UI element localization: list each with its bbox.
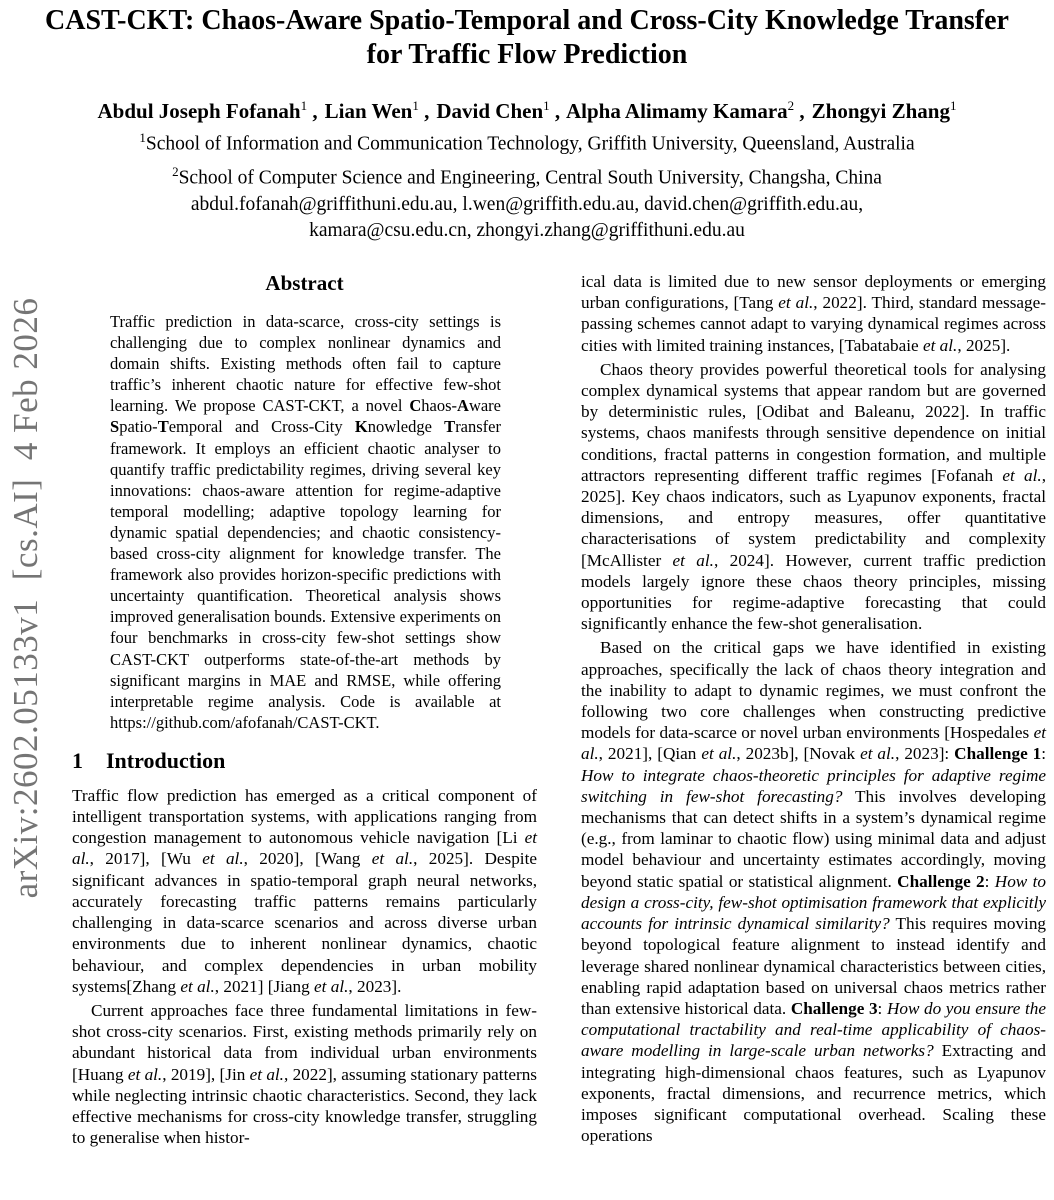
left-column — [72, 271, 537, 1148]
affiliation-1: $^1$School of Information and Communication Technology, Griffith University, Queensland, Australia — [139, 130, 915, 155]
section-number: 1 — [72, 747, 83, 773]
intro-paragraph-1: Traffic flow prediction has emerged as a critical component of intelligent transportation systems, with applications ranging from congestion management to autonomous vehicle navigation [Li et al., 2017], [Wu et al., 2020], [Wang et al., 2025]. Despite significant advances in spatio-temporal graph neural networks, accurately forecasting traffic patterns remains particularly challenging in data-scarce scenarios and across diverse urban environments due to inherent nonlinear dynamics, chaotic behaviour, and complex dependencies in urban mobility systems[Zhang et al., 2021] [Jiang et al., 2023]. — [72, 785, 537, 996]
arxiv-watermark: arXiv:2602.05133v1 [cs.AI] 4 Feb 2026 — [6, 297, 45, 899]
paper-header — [0, 0, 1054, 243]
abstract-heading: Abstract — [265, 271, 344, 295]
right-paragraph-3: Based on the critical gaps we have identified in existing approaches, specifically the lack of chaos theory integration and the inability to adapt to dynamic regimes, we must confront the following two core challenges when constructing predictive models for data-scarce or novel urban environments [Hospedales et al., 2021], [Qian et al., 2023b], [Novak et al., 2023]: Challenge 1: How to integrate chaos-theoretic principles for adaptive regime switching in few-shot forecasting? This involves developing mechanisms that can detect shifts in a system’s dynamical regime (e.g., from laminar to chaotic flow) using minimal data and adjust model behaviour and uncertainty estimates accordingly, moving beyond static spatial or statistical alignment. Challenge 2: How to design a cross-city, few-shot optimisation framework that explicitly accounts for intrinsic dynamical similarity? This requires moving beyond topological feature alignment to instead identify and leverage shared nonlinear dynamical characteristics between cities, enabling rapid adaptation based on universal chaos metrics rather than extensive historical data. Challenge 3: How do you ensure the computational tractability and real-time applicability of chaos-aware modelling in large-scale urban networks? Extracting and integrating high-dimensional chaos features, such as Lyapunov exponents, fractal dimensions, and recurrence metrics, which imposes significant computational overhead. Scaling these operations — [581, 638, 1047, 1146]
paper-title-line2: for Traffic Flow Prediction — [366, 39, 688, 70]
right-column — [581, 271, 1046, 1148]
page-body — [0, 271, 1054, 1148]
right-paragraph-2: Chaos theory provides powerful theoretical tools for analysing complex dynamical systems that appear random but are governed by deterministic rules, [Odibat and Baleanu, 2022]. In traffic systems, chaos manifests through sensitive dependence on initial conditions, fractal patterns in congestion formation, and multiple attractors representing different traffic regimes [Fofanah et al., 2025]. Key chaos indicators, such as Lyapunov exponents, fractal dimensions, and entropy measures, offer quantitative characterisations of system predictability and complexity [McAllister et al., 2024]. However, current traffic prediction models largely ignore these chaos theory principles, missing opportunities for regime-adaptive forecasting that could significantly enhance the few-shot generalisation. — [581, 359, 1046, 634]
intro-paragraph-2: Current approaches face three fundamental limitations in few-shot cross-city scenarios. First, existing methods primarily rely on abundant historical data from individual urban environments [Huang et al., 2019], [Jin et al., 2022], assuming stationary patterns while neglecting intrinsic chaotic characteristics. Second, they lack effective mechanisms for cross-city knowledge transfer, struggling to generalise when histor- — [72, 1000, 537, 1148]
github-url[interactable]: https://github.com/afofanah/CAST-CKT — [110, 712, 376, 732]
section-title: Introduction — [106, 747, 226, 773]
abstract-body: Traffic prediction in data-scarce, cross-city settings is challenging due to complex nonlinear dynamics and domain shifts. Existing methods often fail to capture traffic’s inherent chaotic nature for effective few-shot learning. We propose CAST-CKT, a novel Chaos-Aware Spatio-Temporal and Cross-City Knowledge Transfer framework. It employs an efficient chaotic analyser to quantify traffic predictability regimes, driving several key innovations: chaos-aware attention for regime-adaptive temporal modelling; adaptive topology learning for dynamic spatial dependencies; and chaotic consistency-based cross-city alignment for knowledge transfer. The framework also provides horizon-specific predictions with uncertainty quantification. Theoretical analysis shows improved generalisation bounds. Extensive experiments on four benchmarks in cross-city few-shot settings show CAST-CKT outperforms state-of-the-art methods by significant margins in MAE and RMSE, while offering interpretable regime analysis. Code is available at https://github.com/afofanah/CAST-CKT. — [110, 312, 501, 732]
author-list: Abdul Joseph Fofanah$^1$ , Lian Wen$^1$ , David Chen$^1$ , Alpha Alimamy Kamara$^2$ , Zhongyi Zhang$^1$ — [97, 98, 957, 123]
right-paragraph-1: ical data is limited due to new sensor deployments or emerging urban configurations, [Tang et al., 2022]. Third, standard message-passing schemes cannot adapt to varying dynamical regimes across cities with limited training instances, [Tabatabaie et al., 2025]. — [581, 272, 1046, 355]
author-emails-line1: abdul.fofanah@griffithuni.edu.au, l.wen@griffith.edu.au, david.chen@griffith.edu.au, — [190, 194, 864, 215]
author-emails-line2: kamara@csu.edu.cn, zhongyi.zhang@griffithuni.edu.au — [309, 219, 745, 241]
section-heading-introduction — [72, 748, 537, 774]
paper-title-line1: CAST-CKT: Chaos-Aware Spatio-Temporal and Cross-City Knowledge Transfer — [45, 5, 1009, 36]
paper-title — [0, 4, 1054, 72]
affiliation-2: $^2$School of Computer Science and Engineering, Central South University, Changsha, China — [172, 164, 882, 189]
abstract-section — [72, 271, 537, 733]
